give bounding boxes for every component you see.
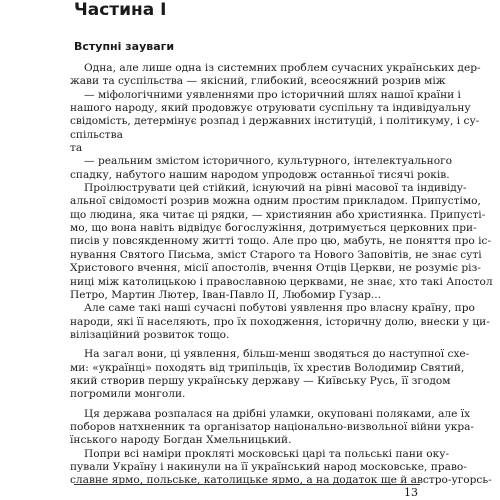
text-line: — реальним змістом історичного, культурного, інтелектуального bbox=[84, 155, 453, 168]
text-line: — міфологічними уявленнями про історичний шлях нашої країни і bbox=[84, 88, 461, 101]
footer-divider bbox=[74, 484, 420, 485]
text-line: який створив першу українську державу — Київську Русь, її згодом bbox=[70, 374, 451, 387]
text-line: Христового вчення, місії апостолів, вчення Отців Церкви, не розуміє різ- bbox=[70, 262, 481, 275]
text-line: На загал вони, ці уявлення, більш-менш зводяться до наступної схе- bbox=[84, 348, 470, 361]
text-line: пували Україну і накинули на її український народ московське, право- bbox=[70, 460, 467, 473]
text-line: ниці між католицькою і православною церквами, не знає, хто такі Апостол bbox=[70, 275, 493, 288]
text-line: Але саме такі наші сучасні побутові уявлення про власну країну, про bbox=[84, 302, 475, 315]
text-line: Ця держава розпалася на дрібні уламки, окуповані поляками, але їх bbox=[84, 407, 471, 420]
text-line: народи, які її населяють, про їх походження, історичну долю, внески у ци- bbox=[70, 315, 490, 328]
text-line: погромили монголи. bbox=[70, 388, 186, 401]
text-line: Петро, Мартин Лютер, Іван-Павло II, Любомир Гузар... bbox=[70, 288, 381, 301]
text-line: Проілюструвати цей стійкий, існуючий на рівні масової та індивіду- bbox=[84, 182, 467, 195]
text-line: нашого народу, який продовжує отруювати суспільну та індивідуальну bbox=[70, 102, 471, 115]
text-line: вілізаційний розвиток тощо. bbox=[70, 328, 230, 341]
chapter-title: Частина I bbox=[74, 0, 167, 20]
text-line: нування Святого Письма, зміст Старого та Нового Заповітів, не знає суті bbox=[70, 248, 482, 261]
text-line: їнського народу Богдан Хмельницький. bbox=[70, 434, 292, 447]
body-text bbox=[70, 62, 493, 488]
text-line: Попри всі наміри прокляті московські царі та польські пани оку- bbox=[84, 447, 450, 460]
text-line: та bbox=[70, 142, 83, 155]
text-line: що людина, яка читає ці рядки, — християнин або християнка. Припусті- bbox=[70, 208, 486, 221]
text-line: мо, що вона навіть відвідує богослужіння, дотримується церковних при- bbox=[70, 222, 477, 235]
text-line: свідомість, детермінує розпад і державних інституцій, і політикуму, і су- bbox=[70, 115, 480, 128]
text-line: поборов натхненник та організатор національно-визвольної війни укра- bbox=[70, 420, 475, 433]
page-number: 13 bbox=[404, 486, 418, 499]
text-line: альної свідомості розрив можна одним простим прикладом. Припустімо, bbox=[70, 195, 481, 208]
text-line: писів у повсякденному житті тощо. Але про цю, мабуть, не поняття про іс- bbox=[70, 235, 492, 248]
text-line: спадку, набутого нашим народом упродовж останньої тисячі років. bbox=[70, 168, 450, 181]
text-line: ми: «українці» походять від трипільців, їх хрестив Володимир Святий, bbox=[70, 361, 465, 374]
text-line: Одна, але лише одна із системних проблем сучасних українських дер- bbox=[84, 62, 481, 74]
text-line: славне ярмо, польське, католицьке ярмо, а на додаток ще й австро-угорсь- bbox=[70, 474, 492, 487]
text-line: спільства bbox=[70, 128, 123, 141]
text-line: жави та суспільства — якісний, глибокий, всеосяжний розрив між bbox=[70, 75, 446, 88]
section-title: Вступні зауваги bbox=[74, 40, 175, 53]
